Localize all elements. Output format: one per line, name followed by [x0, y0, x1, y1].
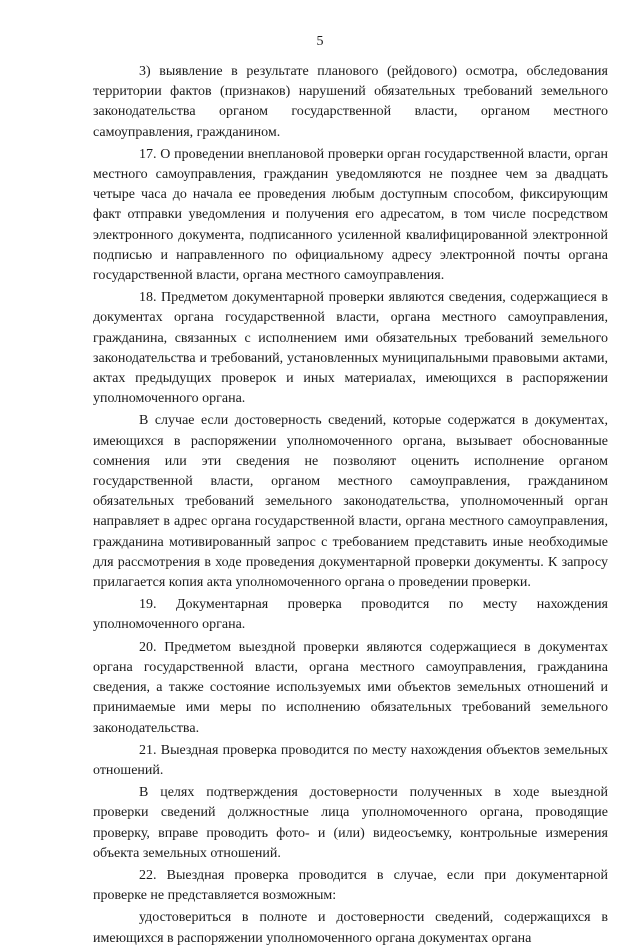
paragraph-21: 21. Выездная проверка проводится по месту нахождения объектов земельных отношений.	[93, 742, 608, 778]
paragraph-21-continued: В целях подтверждения достоверности полученных в ходе выездной проверки сведений должностные лица уполномоченного органа, проводящие проверку, вправе проводить фото- и (или) видеосъемку, контрольные измерения объекта земельных отношений.	[93, 785, 608, 861]
paragraph-item-3: 3) выявление в результате планового (рейдового) осмотра, обследования территории фактов (признаков) нарушений обязательных требований земельного законодательства органом государственной власти, органом местного самоуправления, гражданином.	[93, 64, 608, 140]
page-number: 5	[316, 34, 324, 49]
paragraph-18: 18. Предметом документарной проверки являются сведения, содержащиеся в документах органа государственной власти, органа местного самоуправления, гражданина, связанных с исполнением ими обязательных требований земельного законодательства и требований, установленных муниципальными правовыми актами, актах предыдущих проверок и иных материалах, имеющихся в распоряжении уполномоченного органа.	[93, 290, 608, 407]
paragraph-20: 20. Предметом выездной проверки являются содержащиеся в документах органа государственной власти, органа местного самоуправления, гражданина сведения, а также состояние используемых ими объектов земельных отношений и принимаемые ими меры по исполнению обязательных требований земельного законодательства.	[93, 639, 608, 736]
paragraph-19: 19. Документарная проверка проводится по месту нахождения уполномоченного органа.	[93, 597, 608, 633]
paragraph-17: 17. О проведении внеплановой проверки орган государственной власти, орган местного самоуправления, гражданин уведомляются не позднее чем за двадцать четыре часа до начала ее проведения любым доступным способом, фиксирующим факт отправки уведомления и получения его адресатом, в том числе посредством электронного документа, подписанного усиленной квалифицированной электронной подписью и направленного по официальному адресу электронной почты органа государственной власти, органа местного самоуправления.	[93, 146, 608, 284]
paragraph-22-item: удостовериться в полноте и достоверности сведений, содержащихся в имеющихся в распоряжении уполномоченного органа документах органа	[93, 910, 608, 946]
paragraph-18-continued: В случае если достоверность сведений, которые содержатся в документах, имеющихся в распоряжении уполномоченного органа, вызывает обоснованные сомнения или эти сведения не позволяют оценить исполнение органом государственной власти, органом местного самоуправления, гражданином обязательных требований земельного законодательства, уполномоченный орган направляет в адрес органа государственной власти, органа местного самоуправления, гражданина мотивированный запрос с требованием представить иные необходимые для рассмотрения в ходе проведения документарной проверки документы. К запросу прилагается копия акта уполномоченного органа о проведении проверки.	[93, 413, 608, 591]
document-body	[93, 62, 608, 949]
paragraph-22: 22. Выездная проверка проводится в случае, если при документарной проверке не представляется возможным:	[93, 867, 608, 904]
